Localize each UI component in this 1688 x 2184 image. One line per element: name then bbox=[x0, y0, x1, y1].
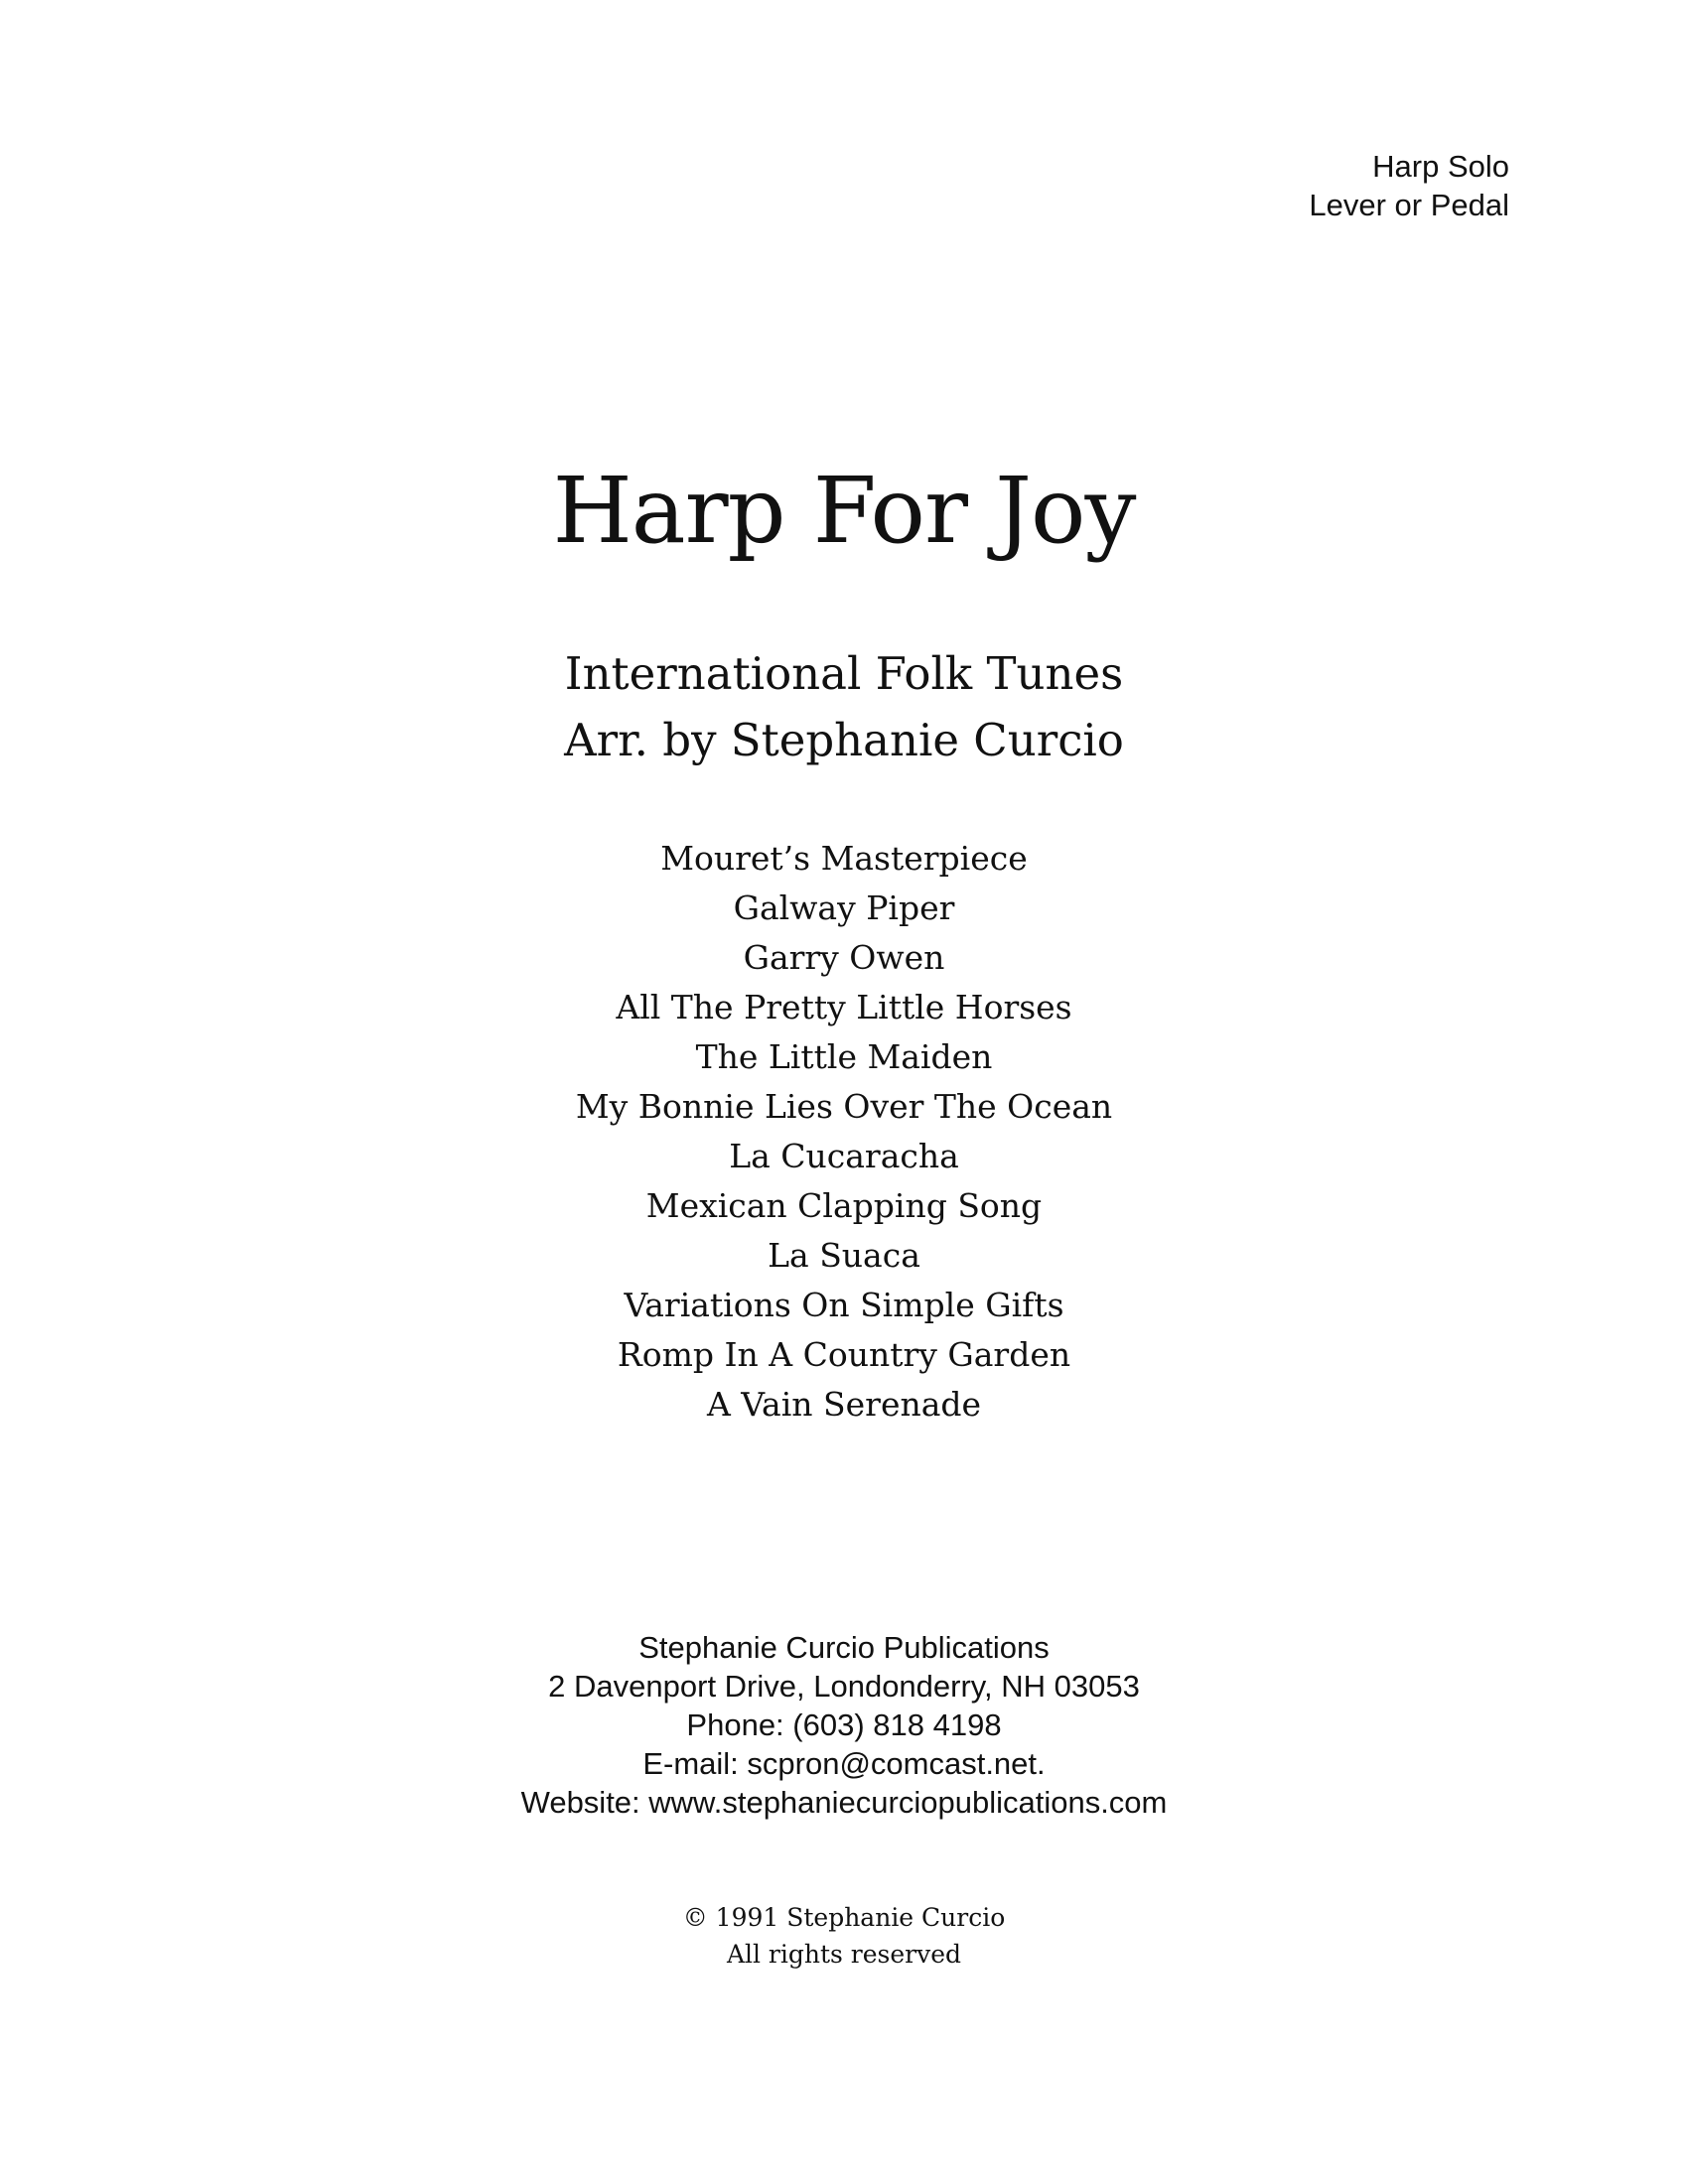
tune-item: Mexican Clapping Song bbox=[645, 1186, 1043, 1225]
copyright-notice bbox=[0, 1899, 1688, 1973]
tune-item: The Little Maiden bbox=[695, 1037, 993, 1076]
publisher-address: 2 Davenport Drive, Londonderry, NH 03053 bbox=[548, 1669, 1140, 1704]
tune-item: Romp In A Country Garden bbox=[617, 1335, 1071, 1374]
tune-list bbox=[0, 834, 1688, 1430]
tune-item: My Bonnie Lies Over The Ocean bbox=[575, 1087, 1113, 1126]
publisher-phone: Phone: (603) 818 4198 bbox=[686, 1707, 1002, 1742]
tune-item: All The Pretty Little Horses bbox=[616, 988, 1072, 1026]
tune-item: Galway Piper bbox=[733, 888, 955, 927]
tune-item: La Suaca bbox=[768, 1236, 920, 1275]
tune-item: Mouret’s Masterpiece bbox=[660, 839, 1028, 878]
publisher-email: E-mail: scpron@comcast.net. bbox=[642, 1746, 1046, 1781]
subtitle-block bbox=[0, 640, 1688, 773]
copyright-line-2: All rights reserved bbox=[726, 1940, 962, 1969]
publisher-website: Website: www.stephaniecurciopublications.com bbox=[520, 1785, 1168, 1820]
instrument-line-2: Lever or Pedal bbox=[1309, 188, 1509, 222]
subtitle-line-2: Arr. by Stephanie Curcio bbox=[564, 714, 1124, 766]
subtitle-line-1: International Folk Tunes bbox=[564, 647, 1124, 700]
page-title: Harp For Joy bbox=[552, 458, 1136, 564]
tune-item: A Vain Serenade bbox=[706, 1385, 982, 1424]
publisher-info bbox=[0, 1628, 1688, 1822]
tune-item: Garry Owen bbox=[743, 938, 945, 977]
copyright-line-1: © 1991 Stephanie Curcio bbox=[682, 1903, 1006, 1932]
tune-item: La Cucaracha bbox=[729, 1137, 959, 1175]
publisher-name: Stephanie Curcio Publications bbox=[638, 1630, 1050, 1665]
instrument-note bbox=[1309, 147, 1509, 224]
tune-item: Variations On Simple Gifts bbox=[624, 1286, 1064, 1324]
instrument-line-1: Harp Solo bbox=[1372, 149, 1509, 184]
